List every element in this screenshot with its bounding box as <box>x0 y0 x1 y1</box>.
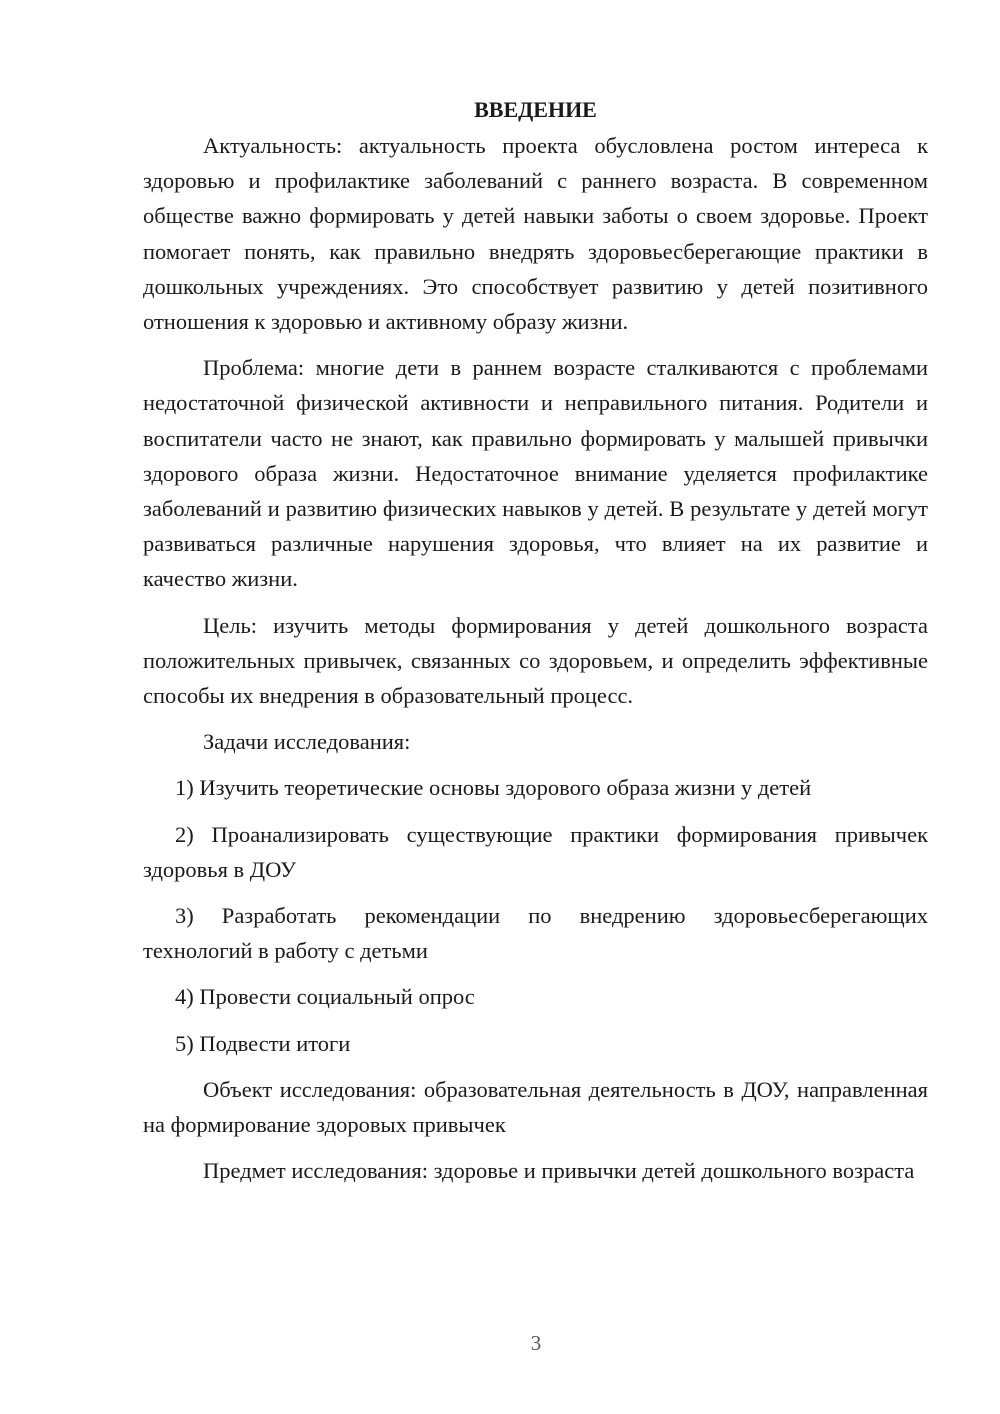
goal-paragraph: Цель: изучить методы формирования у детей дошкольного возраста положительных привычек, связанных со здоровьем, и определить эффективные способы их внедрения в образовательный процесс. <box>143 612 928 709</box>
task-item-1: 1) Изучить теоретические основы здорового образа жизни у детей <box>175 775 812 801</box>
subject-paragraph: Предмет исследования: здоровье и привычки детей дошкольного возраста <box>203 1158 915 1184</box>
task-item-3: 3) Разработать рекомендации по внедрению здоровьесберегающих технологий в работу с детьми <box>143 903 928 964</box>
task-item-4: 4) Провести социальный опрос <box>175 984 475 1010</box>
object-paragraph: Объект исследования: образовательная деятельность в ДОУ, направленная на формирование здоровых привычек <box>143 1076 928 1138</box>
task-item-5: 5) Подвести итоги <box>175 1030 351 1056</box>
task-item-2: 2) Проанализировать существующие практики формирования привычек здоровья в ДОУ <box>143 821 928 882</box>
section-heading: ВВЕДЕНИЕ <box>474 97 597 122</box>
document-body <box>143 92 928 1199</box>
page-number: 3 <box>530 1331 542 1355</box>
relevance-paragraph: Актуальность: актуальность проекта обусловлена ростом интереса к здоровью и профилактике заболеваний с раннего возраста. В современном обществе важно формировать у детей навыки заботы о своем здоровье. Проект помогает понять, как правильно внедрять здоровьесберегающие практики в дошкольных учреждениях. Это способствует развитию у детей позитивного отношения к здоровью и активному образу жизни. <box>143 133 928 335</box>
problem-paragraph: Проблема: многие дети в раннем возрасте сталкиваются с проблемами недостаточной физической активности и неправильного питания. Родители и воспитатели часто не знают, как правильно формировать у малышей привычки здорового образа жизни. Недостаточное внимание уделяется профилактике заболеваний и развитию физических навыков у детей. В результате у детей могут развиваться различные нарушения здоровья, что влияет на их развитие и качество жизни. <box>143 355 928 592</box>
tasks-title: Задачи исследования: <box>203 729 411 755</box>
